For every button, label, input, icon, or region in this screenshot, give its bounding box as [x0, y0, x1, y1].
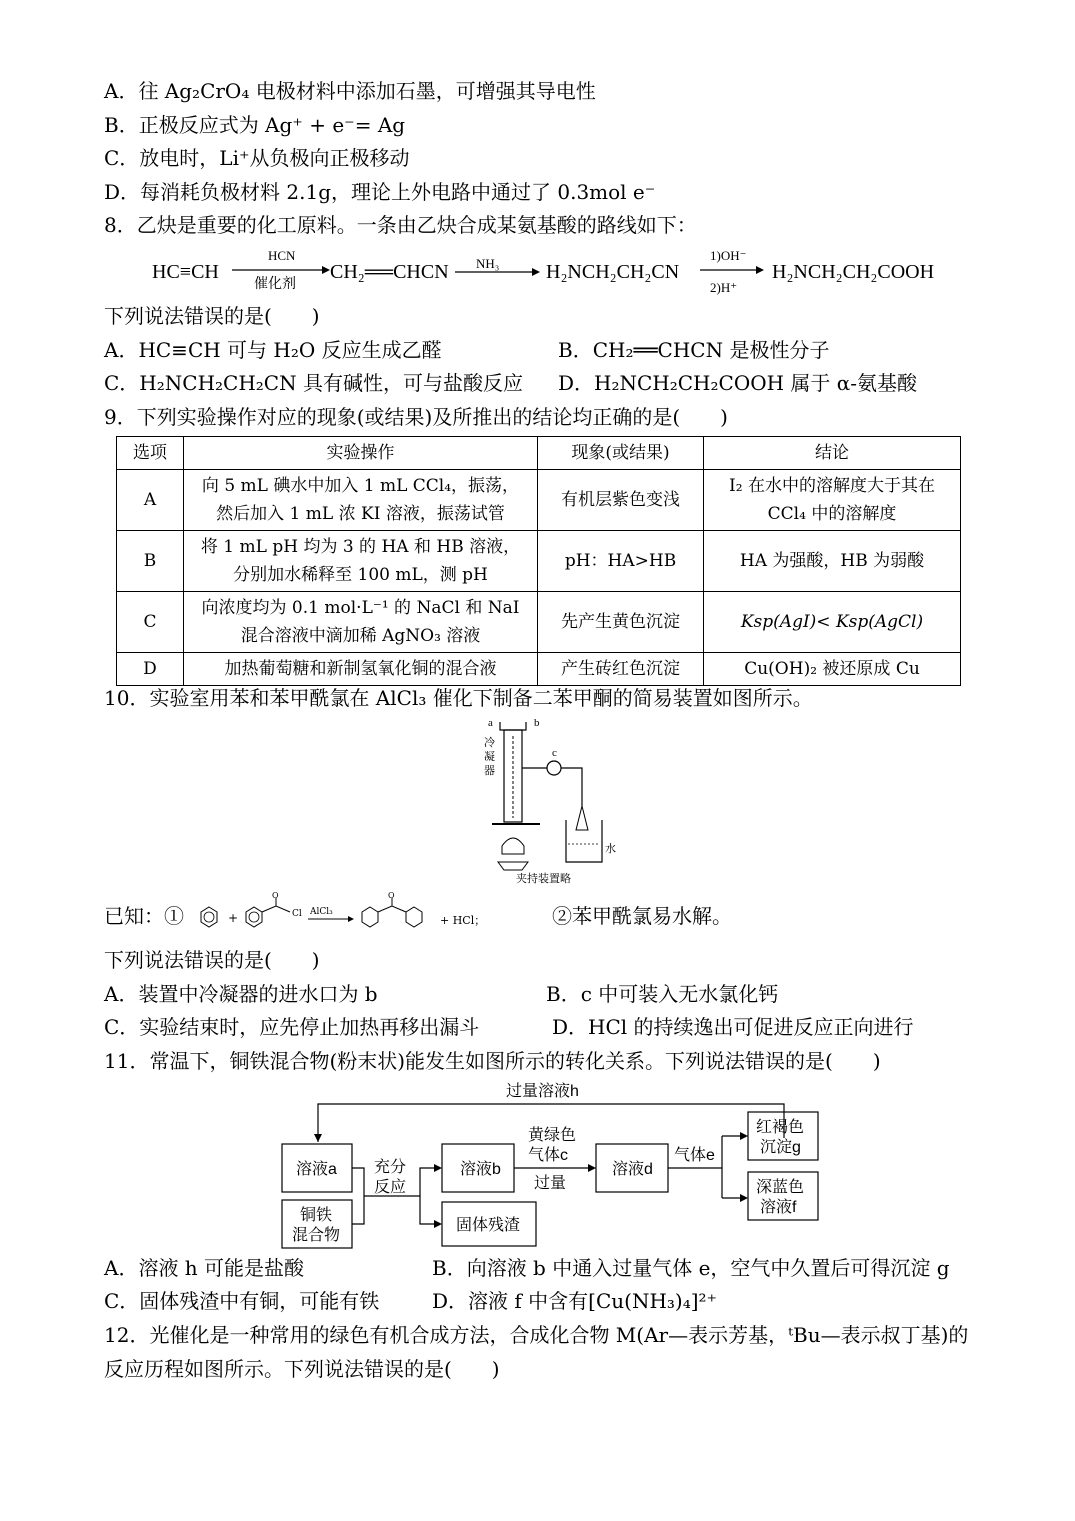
q8-option-c: C．H₂NCH₂CH₂CN 具有碱性，可与盐酸反应: [104, 371, 523, 395]
route-arrow3-top: 1)OH⁻: [710, 248, 747, 263]
route-arrow3-head: [756, 266, 764, 274]
q8-option-d: D．H₂NCH₂CH₂COOH 属于 α-氨基酸: [558, 371, 918, 395]
row-conclusion: HA 为强酸，HB 为弱酸: [704, 531, 961, 592]
table-row: [117, 653, 961, 686]
q10-stem: 10．实验室用苯和苯甲酰氯在 AlCl₃ 催化下制备二苯甲酮的简易装置如图所示。: [104, 686, 813, 710]
drying-tube-icon: [547, 761, 561, 775]
water-label: 水: [605, 843, 616, 855]
label-mixture-1: 铜铁: [300, 1207, 333, 1224]
table-header-row: [117, 437, 961, 470]
row-operation: [184, 531, 538, 592]
q10-option-c: C．实验结束时，应先停止加热再移出漏斗: [104, 1015, 480, 1039]
route-arrow2-head: [532, 268, 540, 276]
row-conclusion: Ksp(AgI)< Ksp(AgCl): [704, 592, 961, 653]
route-arrow1-top: HCN: [268, 248, 296, 263]
row-conclusion: Cu(OH)₂ 被还原成 Cu: [704, 653, 961, 686]
benzoyl-chloride-icon: [246, 907, 262, 927]
chlorine-label: Cl: [292, 909, 302, 919]
q10-option-d: D．HCl 的持续逸出可促进反应正向进行: [552, 1015, 914, 1039]
operation-line: 将 1 mL pH 均为 3 的 HA 和 HB 溶液，: [200, 537, 521, 557]
beaker-icon: [566, 820, 602, 862]
q11-option-b: B．向溶液 b 中通入过量气体 e，空气中久置后可得沉淀 g: [432, 1256, 950, 1280]
label-solution-a: 溶液a: [296, 1161, 337, 1178]
q12-stem-line-2: 反应历程如图所示。下列说法错误的是( ): [104, 1357, 500, 1381]
label-gas-e: 气体e: [674, 1147, 715, 1164]
catalyst-label: AlCl₃: [310, 907, 333, 917]
route-arrow1-head: [322, 266, 330, 274]
label-mixture-2: 混合物: [292, 1227, 341, 1244]
label-ppt-g-1: 红褐色: [756, 1119, 805, 1136]
row-operation: [184, 592, 538, 653]
q9-stem: 9．下列实验操作对应的现象(或结果)及所推出的结论均正确的是( ): [104, 405, 728, 429]
operation-line: 向 5 mL 碘水中加入 1 mL CCl₄，振荡，: [201, 476, 520, 496]
route-arrow2-top: NH₃: [476, 256, 500, 271]
q7-option-d: D．每消耗负极材料 2.1g，理论上外电路中通过了 0.3mol e⁻: [104, 180, 656, 204]
funnel-icon: [576, 806, 588, 830]
table-row: [117, 470, 961, 531]
q8-synthesis-route: [140, 244, 970, 302]
route-step4: H₂NCH₂CH₂COOH: [772, 261, 935, 283]
flow-loop-arrowhead: [314, 1134, 322, 1142]
flow-to-b-arrowhead: [434, 1164, 442, 1172]
q11-flow-diagram: [270, 1078, 830, 1250]
header-option: 选项: [117, 437, 184, 470]
apparatus-label-c: c: [552, 747, 557, 759]
label-gas-c-2: 气体c: [528, 1147, 569, 1164]
label-excess: 过量: [534, 1175, 567, 1192]
operation-line: 向浓度均为 0.1 mol·L⁻¹ 的 NaCl 和 NaI: [201, 598, 520, 618]
row-phenomenon: 先产生黄色沉淀: [538, 592, 704, 653]
known-label: 已知：①: [104, 906, 184, 928]
label-solution-d: 溶液d: [612, 1161, 653, 1178]
q10-option-b: B．c 中可装入无水氯化钙: [546, 982, 779, 1006]
flow-to-residue-arrowhead: [434, 1220, 442, 1228]
q8-ask: 下列说法错误的是( ): [104, 304, 320, 328]
route-arrow1-bottom: 催化剂: [254, 275, 296, 291]
q10-ask: 下列说法错误的是( ): [104, 948, 320, 972]
row-operation: [184, 470, 538, 531]
row-phenomenon: 有机层紫色变浅: [538, 470, 704, 531]
route-arrow3-bottom: 2)H⁺: [710, 280, 738, 295]
condenser-label: 冷凝器: [484, 737, 495, 777]
q11-option-c: C．固体残渣中有铜，可能有铁: [104, 1289, 380, 1313]
route-step2: CH₂══CHCN: [330, 261, 449, 283]
q7-option-b: B．正极反应式为 Ag⁺ + e⁻= Ag: [104, 113, 406, 137]
plus-sign: +: [228, 911, 239, 925]
q10-reaction-equation: [104, 890, 524, 940]
label-react-1: 充分: [374, 1159, 407, 1176]
flow-b-to-d-arrowhead: [588, 1164, 596, 1172]
flow-excess-h: 过量溶液h: [506, 1083, 579, 1100]
conclusion-line: CCl₄ 中的溶解度: [767, 504, 897, 524]
benzophenone-ring1-icon: [362, 907, 378, 927]
apparatus-caption: 夹持装置略: [516, 873, 571, 885]
q12-stem-line-1: 12．光催化是一种常用的绿色有机合成方法，合成化合物 M(Ar—表示芳基，ᵗBu—表示叔丁基)的: [104, 1323, 969, 1347]
route-step3: H₂NCH₂CH₂CN: [546, 261, 680, 283]
operation-line: 然后加入 1 mL 浓 KI 溶液，振荡试管: [216, 504, 505, 524]
q8-option-b: B．CH₂══CHCN 是极性分子: [558, 338, 830, 362]
q10-option-a: A．装置中冷凝器的进水口为 b: [104, 982, 378, 1006]
flask-icon: [502, 838, 524, 854]
apparatus-label-b: b: [534, 717, 540, 729]
label-sol-f-1: 深蓝色: [756, 1179, 805, 1196]
row-option: A: [117, 470, 184, 531]
burner-icon: [498, 862, 528, 870]
row-option: C: [117, 592, 184, 653]
benzophenone-carbonyl-icon: [378, 906, 406, 912]
benzoyl-ring-icon: [249, 912, 259, 922]
label-sol-f-2: 溶液f: [760, 1199, 797, 1216]
operation-line: 分别加水稀释至 100 mL，测 pH: [233, 565, 488, 585]
gas-tube-icon: [561, 768, 582, 806]
benzene-ring-icon: [204, 912, 214, 922]
row-phenomenon: pH：HA>HB: [538, 531, 704, 592]
row-conclusion: [704, 470, 961, 531]
q9-experiment-table: [116, 436, 961, 686]
q10-known-2: ②苯甲酰氯易水解。: [552, 904, 732, 928]
label-residue: 固体残渣: [456, 1217, 521, 1234]
conclusion-line: I₂ 在水中的溶解度大于其在: [729, 476, 935, 496]
oxygen-label-2: O: [388, 891, 395, 900]
label-ppt-g-2: 沉淀g: [760, 1139, 801, 1156]
carbonyl-bond-icon: [262, 906, 290, 912]
q11-option-a: A．溶液 h 可能是盐酸: [104, 1256, 305, 1280]
reaction-arrow-head: [348, 916, 354, 922]
oxygen-label: O: [272, 891, 279, 900]
q8-option-a: A．HC≡CH 可与 H₂O 反应生成乙醛: [104, 338, 442, 362]
condenser-tubes-icon: [500, 722, 526, 730]
row-phenomenon: 产生砖红色沉淀: [538, 653, 704, 686]
flow-to-residue-line: [420, 1196, 434, 1224]
header-phenomenon: 现象(或结果): [538, 437, 704, 470]
route-step1: HC≡CH: [152, 261, 219, 283]
benzene-icon: [201, 907, 217, 927]
q10-apparatus-diagram: [480, 712, 630, 887]
label-solution-b: 溶液b: [460, 1161, 501, 1178]
q7-option-a: A．往 Ag₂CrO₄ 电极材料中添加石墨，可增强其导电性: [104, 79, 596, 103]
q8-stem: 8．乙炔是重要的化工原料。一条由乙炔合成某氨基酸的路线如下：: [104, 213, 697, 237]
apparatus-label-a: a: [488, 717, 493, 729]
hcl-product: + HCl；: [440, 914, 486, 927]
benzophenone-ring2-icon: [406, 907, 422, 927]
q11-stem: 11．常温下，铜铁混合物(粉末状)能发生如图所示的转化关系。下列说法错误的是( ): [104, 1049, 881, 1073]
flow-to-f-arrowhead: [740, 1194, 748, 1202]
flow-merge-line: [352, 1168, 364, 1224]
table-row: [117, 531, 961, 592]
flow-to-g-arrowhead: [740, 1132, 748, 1140]
q11-option-d: D．溶液 f 中含有[Cu(NH₃)₄]²⁺: [432, 1289, 718, 1313]
header-operation: 实验操作: [184, 437, 538, 470]
table-row: [117, 592, 961, 653]
row-option: B: [117, 531, 184, 592]
label-gas-c-1: 黄绿色: [528, 1127, 577, 1144]
q7-option-c: C．放电时，Li⁺从负极向正极移动: [104, 146, 410, 170]
operation-line: 混合溶液中滴加稀 AgNO₃ 溶液: [240, 626, 481, 646]
row-operation: 加热葡萄糖和新制氢氧化铜的混合液: [184, 653, 538, 686]
label-react-2: 反应: [374, 1179, 407, 1196]
row-option: D: [117, 653, 184, 686]
header-conclusion: 结论: [704, 437, 961, 470]
